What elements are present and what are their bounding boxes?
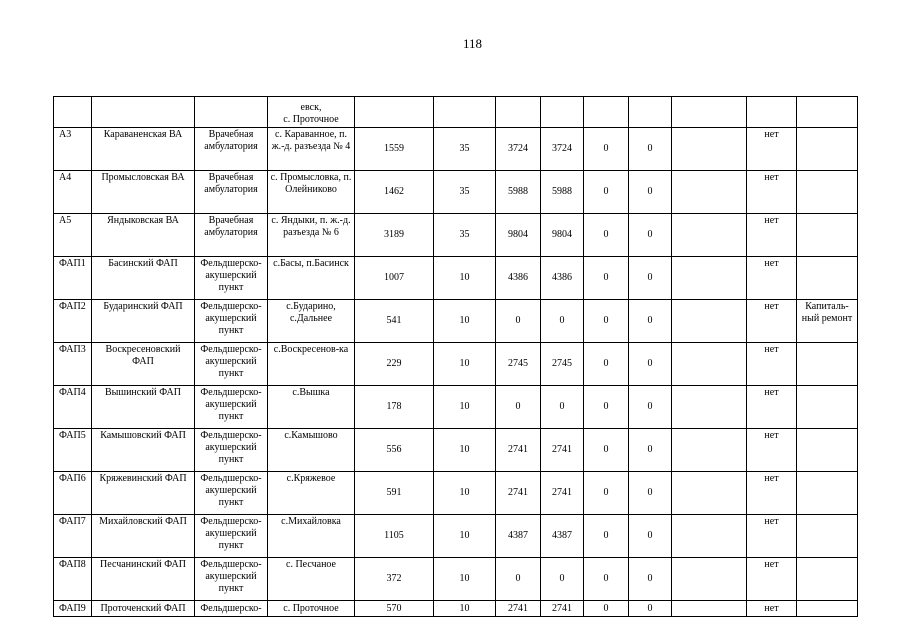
cell-c11 [672,515,747,558]
cell-type: Врачебная амбулатория [195,128,268,171]
cell-code [54,97,92,128]
cell-name: Яндыковская ВА [92,214,195,257]
cell-c13 [797,515,858,558]
cell-population: 541 [355,300,434,343]
cell-c7: 3724 [496,128,541,171]
cell-type: Фельдшерско-акушерский пункт [195,386,268,429]
cell-c13 [797,601,858,617]
cell-c10 [629,97,672,128]
cell-settlement: с. Проточное [268,601,355,617]
cell-name [92,97,195,128]
cell-c6: 10 [434,300,496,343]
table-row-continuation [54,97,858,128]
cell-c9: 0 [584,128,629,171]
table-row [54,171,858,214]
cell-code: ФАП7 [54,515,92,558]
cell-c7 [496,97,541,128]
cell-code: ФАП9 [54,601,92,617]
cell-c12: нет [747,128,797,171]
cell-c6: 10 [434,515,496,558]
cell-c12: нет [747,472,797,515]
cell-c7: 4386 [496,257,541,300]
cell-c10: 0 [629,472,672,515]
cell-settlement: с. Караванное, п. ж.-д. разъезда № 4 [268,128,355,171]
cell-population: 229 [355,343,434,386]
cell-c9: 0 [584,386,629,429]
cell-c9: 0 [584,300,629,343]
cell-c11 [672,386,747,429]
cell-c11 [672,343,747,386]
cell-settlement: с.Вышка [268,386,355,429]
cell-c6: 10 [434,601,496,617]
cell-c13: Капиталь-ный ремонт [797,300,858,343]
cell-c8: 3724 [541,128,584,171]
table-row [54,300,858,343]
cell-c7: 2741 [496,429,541,472]
cell-c13 [797,257,858,300]
cell-c6: 10 [434,257,496,300]
cell-code: ФАП2 [54,300,92,343]
cell-c12: нет [747,343,797,386]
cell-c7: 0 [496,386,541,429]
cell-c11 [672,257,747,300]
cell-population: 1559 [355,128,434,171]
cell-c7: 2745 [496,343,541,386]
cell-c6: 10 [434,429,496,472]
cell-code: ФАП1 [54,257,92,300]
cell-type: Фельдшерско-акушерский пункт [195,472,268,515]
cell-c6: 10 [434,386,496,429]
cell-c13 [797,214,858,257]
cell-c7: 0 [496,300,541,343]
cell-type: Врачебная амбулатория [195,171,268,214]
cell-c10: 0 [629,257,672,300]
cell-population: 1105 [355,515,434,558]
cell-settlement: с. Яндыки, п. ж.-д. разъезда № 6 [268,214,355,257]
cell-c8: 2741 [541,601,584,617]
cell-name: Воскресеновский ФАП [92,343,195,386]
cell-type: Фельдшерско-акушерский пункт [195,343,268,386]
cell-c9: 0 [584,343,629,386]
cell-c11 [672,171,747,214]
cell-c7: 4387 [496,515,541,558]
cell-c11 [672,472,747,515]
cell-c8: 0 [541,386,584,429]
cell-c10: 0 [629,386,672,429]
cell-c10: 0 [629,300,672,343]
cell-c9: 0 [584,214,629,257]
cell-c8: 5988 [541,171,584,214]
table-row [54,214,858,257]
cell-c10: 0 [629,343,672,386]
cell-c10: 0 [629,515,672,558]
cell-c6 [434,97,496,128]
cell-type: Фельдшерско-акушерский пункт [195,558,268,601]
cell-name: Песчанинский ФАП [92,558,195,601]
cell-settlement: евск, с. Проточное [268,97,355,128]
cell-c13 [797,128,858,171]
cell-c13 [797,171,858,214]
table-row [54,386,858,429]
cell-c9: 0 [584,257,629,300]
cell-population: 178 [355,386,434,429]
cell-c9: 0 [584,601,629,617]
cell-c9: 0 [584,171,629,214]
cell-c10: 0 [629,128,672,171]
cell-c10: 0 [629,558,672,601]
cell-c8 [541,97,584,128]
cell-settlement: с. Промысловка, п. Олейниково [268,171,355,214]
cell-c12: нет [747,171,797,214]
cell-c11 [672,558,747,601]
cell-c13 [797,558,858,601]
cell-c12: нет [747,214,797,257]
cell-c10: 0 [629,601,672,617]
cell-c7: 9804 [496,214,541,257]
cell-code: ФАП4 [54,386,92,429]
cell-c9: 0 [584,429,629,472]
cell-c11 [672,601,747,617]
cell-c12 [747,97,797,128]
table-row [54,558,858,601]
cell-c13 [797,472,858,515]
cell-c8: 4386 [541,257,584,300]
cell-c6: 10 [434,558,496,601]
page-number: 118 [462,36,483,51]
cell-c8: 2745 [541,343,584,386]
cell-c12: нет [747,429,797,472]
cell-code: А3 [54,128,92,171]
cell-c7: 0 [496,558,541,601]
cell-c9: 0 [584,515,629,558]
cell-c13 [797,97,858,128]
cell-c6: 35 [434,128,496,171]
cell-code: ФАП6 [54,472,92,515]
cell-c9: 0 [584,472,629,515]
cell-name: Бударинский ФАП [92,300,195,343]
cell-c11 [672,214,747,257]
table-row [54,601,858,617]
cell-c8: 9804 [541,214,584,257]
cell-type: Врачебная амбулатория [195,214,268,257]
table-row [54,515,858,558]
cell-settlement: с. Песчаное [268,558,355,601]
table-row [54,472,858,515]
cell-code: ФАП3 [54,343,92,386]
cell-name: Промысловская ВА [92,171,195,214]
cell-c7: 5988 [496,171,541,214]
cell-c10: 0 [629,429,672,472]
cell-c6: 35 [434,214,496,257]
cell-c12: нет [747,558,797,601]
cell-name: Вышинский ФАП [92,386,195,429]
cell-c6: 35 [434,171,496,214]
cell-c6: 10 [434,472,496,515]
cell-population: 556 [355,429,434,472]
cell-c7: 2741 [496,472,541,515]
cell-type: Фельдшерско-акушерский пункт [195,300,268,343]
cell-c8: 2741 [541,472,584,515]
cell-settlement: с.Кряжевое [268,472,355,515]
cell-c10: 0 [629,171,672,214]
cell-c9: 0 [584,558,629,601]
cell-settlement: с.Михайловка [268,515,355,558]
cell-population: 570 [355,601,434,617]
table-row [54,128,858,171]
cell-settlement: с.Воскресенов-ка [268,343,355,386]
cell-c7: 2741 [496,601,541,617]
cell-c9 [584,97,629,128]
cell-population: 1462 [355,171,434,214]
table-row [54,257,858,300]
cell-population: 372 [355,558,434,601]
cell-c12: нет [747,300,797,343]
cell-c13 [797,386,858,429]
cell-c8: 2741 [541,429,584,472]
cell-code: ФАП5 [54,429,92,472]
cell-name: Проточенский ФАП [92,601,195,617]
cell-code: ФАП8 [54,558,92,601]
cell-c8: 0 [541,558,584,601]
cell-c11 [672,97,747,128]
cell-name: Кряжевинский ФАП [92,472,195,515]
cell-c6: 10 [434,343,496,386]
cell-type: Фельдшерско- [195,601,268,617]
table-row [54,343,858,386]
cell-c12: нет [747,386,797,429]
cell-population [355,97,434,128]
cell-type: Фельдшерско-акушерский пункт [195,257,268,300]
cell-c8: 0 [541,300,584,343]
cell-type: Фельдшерско-акушерский пункт [195,429,268,472]
cell-c10: 0 [629,214,672,257]
cell-name: Караваненская ВА [92,128,195,171]
cell-name: Басинский ФАП [92,257,195,300]
cell-c11 [672,300,747,343]
cell-settlement: с.Камышово [268,429,355,472]
cell-name: Камышовский ФАП [92,429,195,472]
cell-settlement: с.Бударино, с.Дальнее [268,300,355,343]
facilities-table [53,96,858,617]
cell-code: А5 [54,214,92,257]
table-row [54,429,858,472]
cell-code: А4 [54,171,92,214]
cell-c13 [797,343,858,386]
cell-c11 [672,128,747,171]
cell-c12: нет [747,257,797,300]
cell-type: Фельдшерско-акушерский пункт [195,515,268,558]
cell-c12: нет [747,515,797,558]
cell-c13 [797,429,858,472]
cell-population: 3189 [355,214,434,257]
cell-population: 591 [355,472,434,515]
cell-population: 1007 [355,257,434,300]
cell-type [195,97,268,128]
cell-c8: 4387 [541,515,584,558]
cell-c12: нет [747,601,797,617]
cell-c11 [672,429,747,472]
cell-settlement: с.Басы, п.Басинск [268,257,355,300]
cell-name: Михайловский ФАП [92,515,195,558]
